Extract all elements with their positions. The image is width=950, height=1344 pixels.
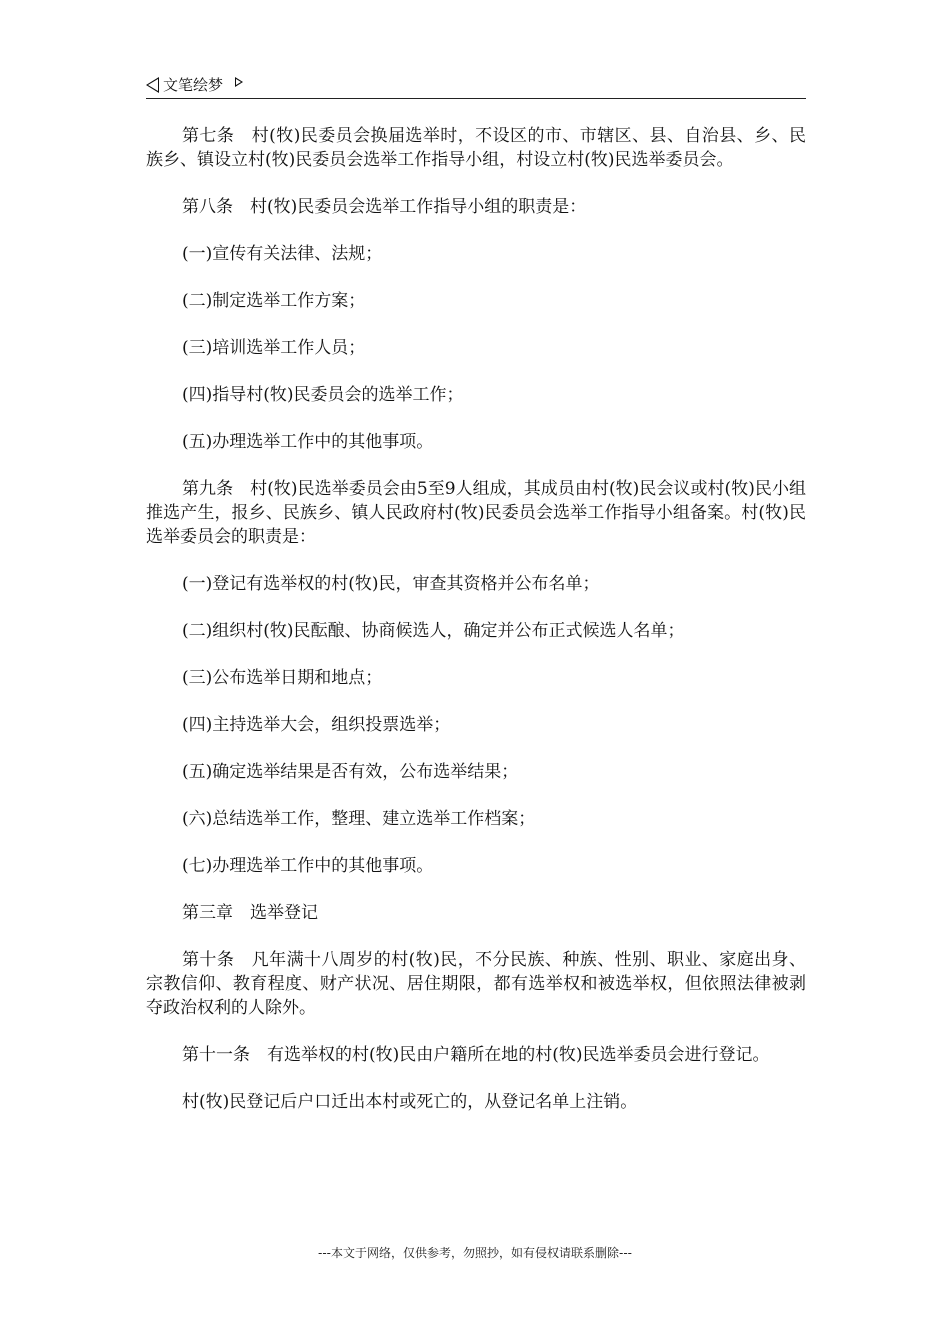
article-11-note: 村(牧)民登记后户口迁出本村或死亡的，从登记名单上注销。 <box>182 1092 638 1112</box>
brand-label: 文笔绘梦 <box>163 76 224 94</box>
chapter-3-heading: 第三章 选举登记 <box>182 903 318 923</box>
article-9-item-1: (一)登记有选举权的村(牧)民，审查其资格并公布名单； <box>182 574 600 594</box>
article-9-item-6: (六)总结选举工作，整理、建立选举工作档案； <box>182 809 536 829</box>
article-8-item-1: (一)宣传有关法律、法规； <box>182 244 383 264</box>
article-9-item-3: (三)公布选举日期和地点； <box>182 668 383 688</box>
footer-notice: ---本文于网络，仅供参考，勿照抄，如有侵权请联系删除--- <box>318 1246 632 1260</box>
article-10: 第十条 凡年满十八周岁的村(牧)民，不分民族、种族、性别、职业、家庭出身、宗教信仰、教育程度、财产状况、居住期限，都有选举权和被选举权，但依照法律被剥夺政治权利的人除外。 <box>146 950 806 1018</box>
article-8-item-3: (三)培训选举工作人员； <box>182 338 366 358</box>
brand <box>146 74 243 95</box>
article-9-item-7: (七)办理选举工作中的其他事项。 <box>182 856 434 876</box>
page-header <box>146 72 806 99</box>
article-9-item-2: (二)组织村(牧)民酝酿、协商候选人，确定并公布正式候选人名单； <box>182 621 685 641</box>
article-8-item-5: (五)办理选举工作中的其他事项。 <box>182 432 434 452</box>
triangle-right-icon <box>235 77 243 87</box>
article-8: 第八条 村(牧)民委员会选举工作指导小组的职责是： <box>182 197 587 217</box>
article-8-item-4: (四)指导村(牧)民委员会的选举工作； <box>182 385 464 405</box>
triangle-left-icon <box>146 77 159 93</box>
article-9-item-5: (五)确定选举结果是否有效，公布选举结果； <box>182 762 519 782</box>
article-8-item-2: (二)制定选举工作方案； <box>182 291 366 311</box>
article-9: 第九条 村(牧)民选举委员会由5至9人组成，其成员由村(牧)民会议或村(牧)民小组推选产生，报乡、民族乡、镇人民政府村(牧)民委员会选举工作指导小组备案。村(牧)民选举委员会的职责是： <box>146 479 806 547</box>
article-11: 第十一条 有选举权的村(牧)民由户籍所在地的村(牧)民选举委员会进行登记。 <box>182 1045 770 1065</box>
article-9-item-4: (四)主持选举大会，组织投票选举； <box>182 715 451 735</box>
article-7: 第七条 村(牧)民委员会换届选举时，不设区的市、市辖区、县、自治县、乡、民族乡、镇设立村(牧)民委员会选举工作指导小组，村设立村(牧)民选举委员会。 <box>146 126 806 170</box>
document-body <box>146 124 806 1137</box>
